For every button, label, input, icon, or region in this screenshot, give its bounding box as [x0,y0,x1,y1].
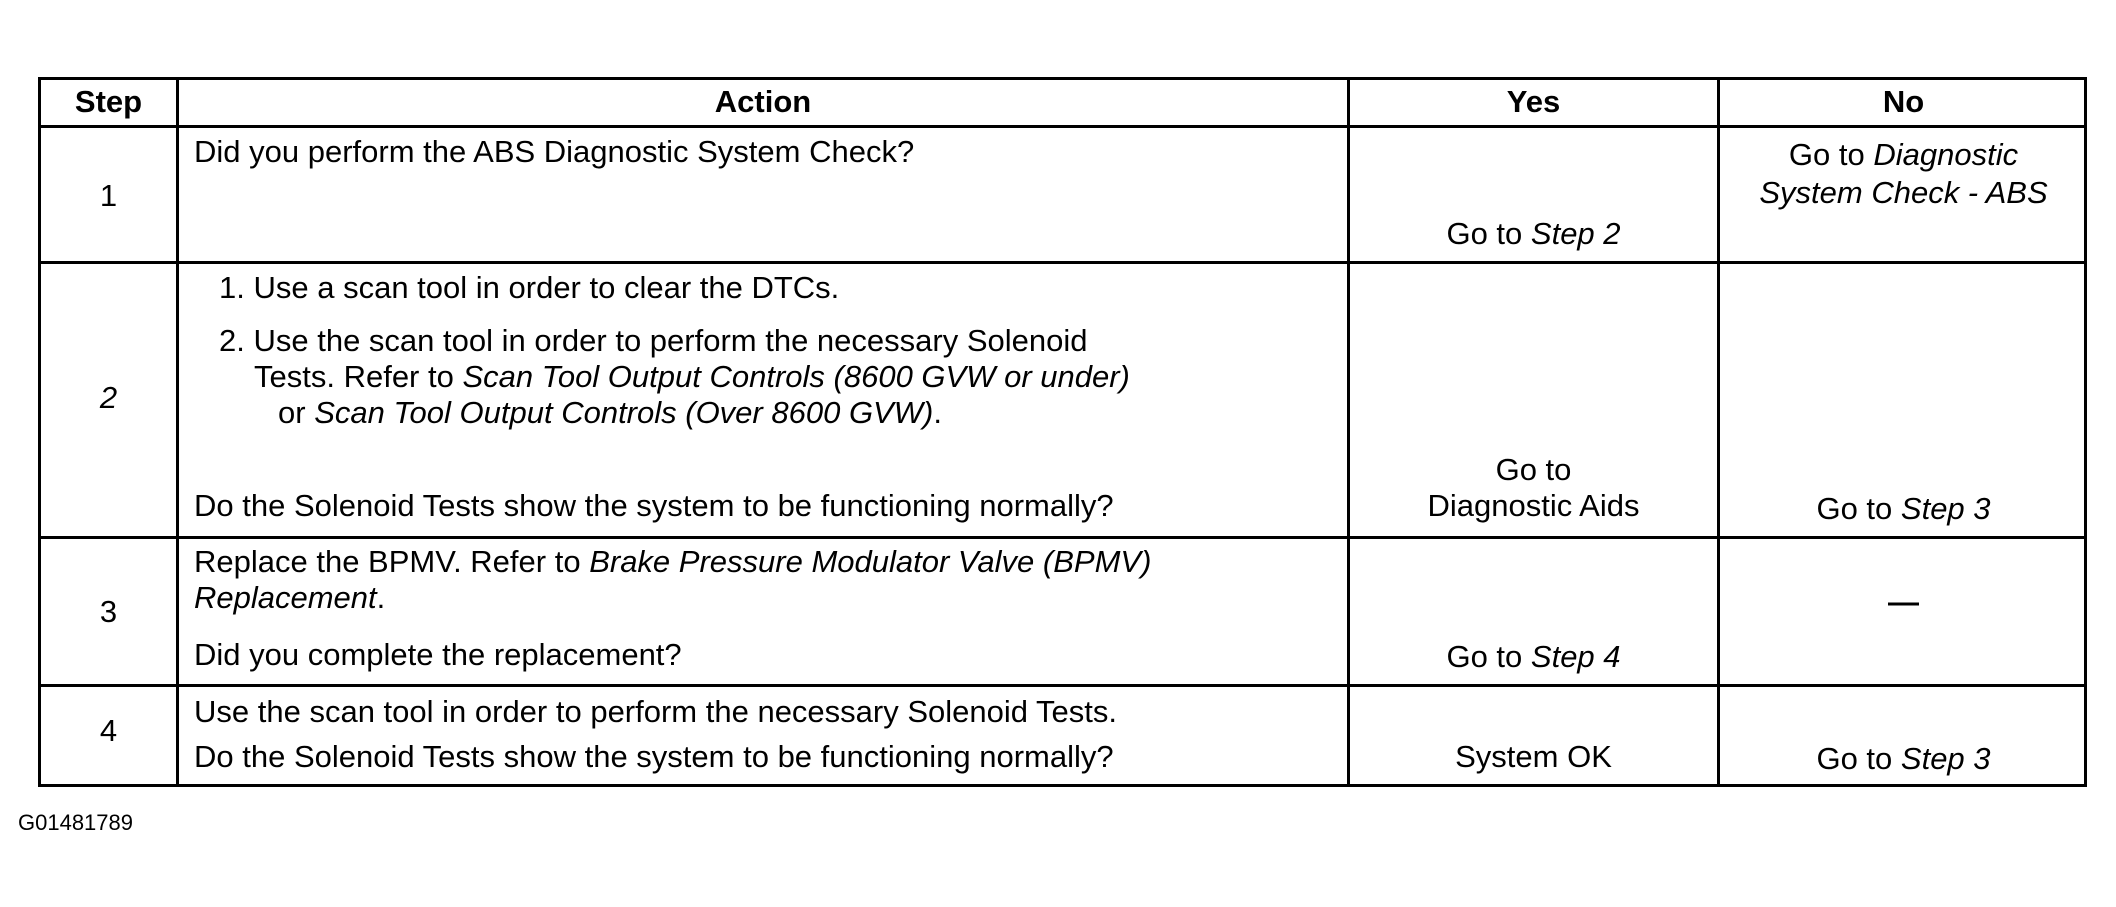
action-1-question: Did you perform the ABS Diagnostic System Check? [194,134,915,169]
yes-2: Go to Diagnostic Aids [1427,452,1640,523]
no-3: — [1888,584,1919,619]
row-divider [41,684,2084,687]
step-2: 2 [99,380,118,415]
column-divider [1347,80,1350,784]
action-3-text: Replace the BPMV. Refer to Brake Pressure Modulator Valve (BPMV) Replacement. [194,544,1152,615]
action-2-item-1: 1. Use a scan tool in order to clear the DTCs. [219,270,840,305]
column-divider [176,80,179,784]
action-4-text: Use the scan tool in order to perform the necessary Solenoid Tests. [194,694,1118,729]
yes-1: Go to Step 2 [1446,216,1621,251]
action-4-question: Do the Solenoid Tests show the system to be functioning normally? [194,739,1114,774]
yes-4: System OK [1455,739,1612,774]
action-2-item-2-line-2: Tests. Refer to Scan Tool Output Controls (8600 GVW or under) [254,359,1130,394]
step-4: 4 [99,713,118,748]
diagnostic-table [38,77,2087,787]
step-1: 1 [99,178,118,213]
no-1: Go to Diagnostic System Check - ABS [1759,137,2048,210]
step-3: 3 [99,594,118,629]
action-2-question: Do the Solenoid Tests show the system to be functioning normally? [194,488,1114,523]
action-2-item-2-line-3: or Scan Tool Output Controls (Over 8600 GVW). [278,395,942,430]
header-no: No [1882,84,1925,119]
action-3-question: Did you complete the replacement? [194,637,682,672]
header-action: Action [714,84,812,119]
action-2-item-2: 2. Use the scan tool in order to perform the necessary Solenoid [219,323,1088,358]
no-2: Go to Step 3 [1816,491,1991,526]
figure-code: G01481789 [18,810,133,835]
header-yes: Yes [1506,84,1561,119]
row-divider [41,536,2084,539]
header-step: Step [74,84,143,119]
row-divider [41,125,2084,128]
no-4: Go to Step 3 [1816,741,1991,776]
yes-3: Go to Step 4 [1446,639,1621,674]
row-divider [41,261,2084,264]
